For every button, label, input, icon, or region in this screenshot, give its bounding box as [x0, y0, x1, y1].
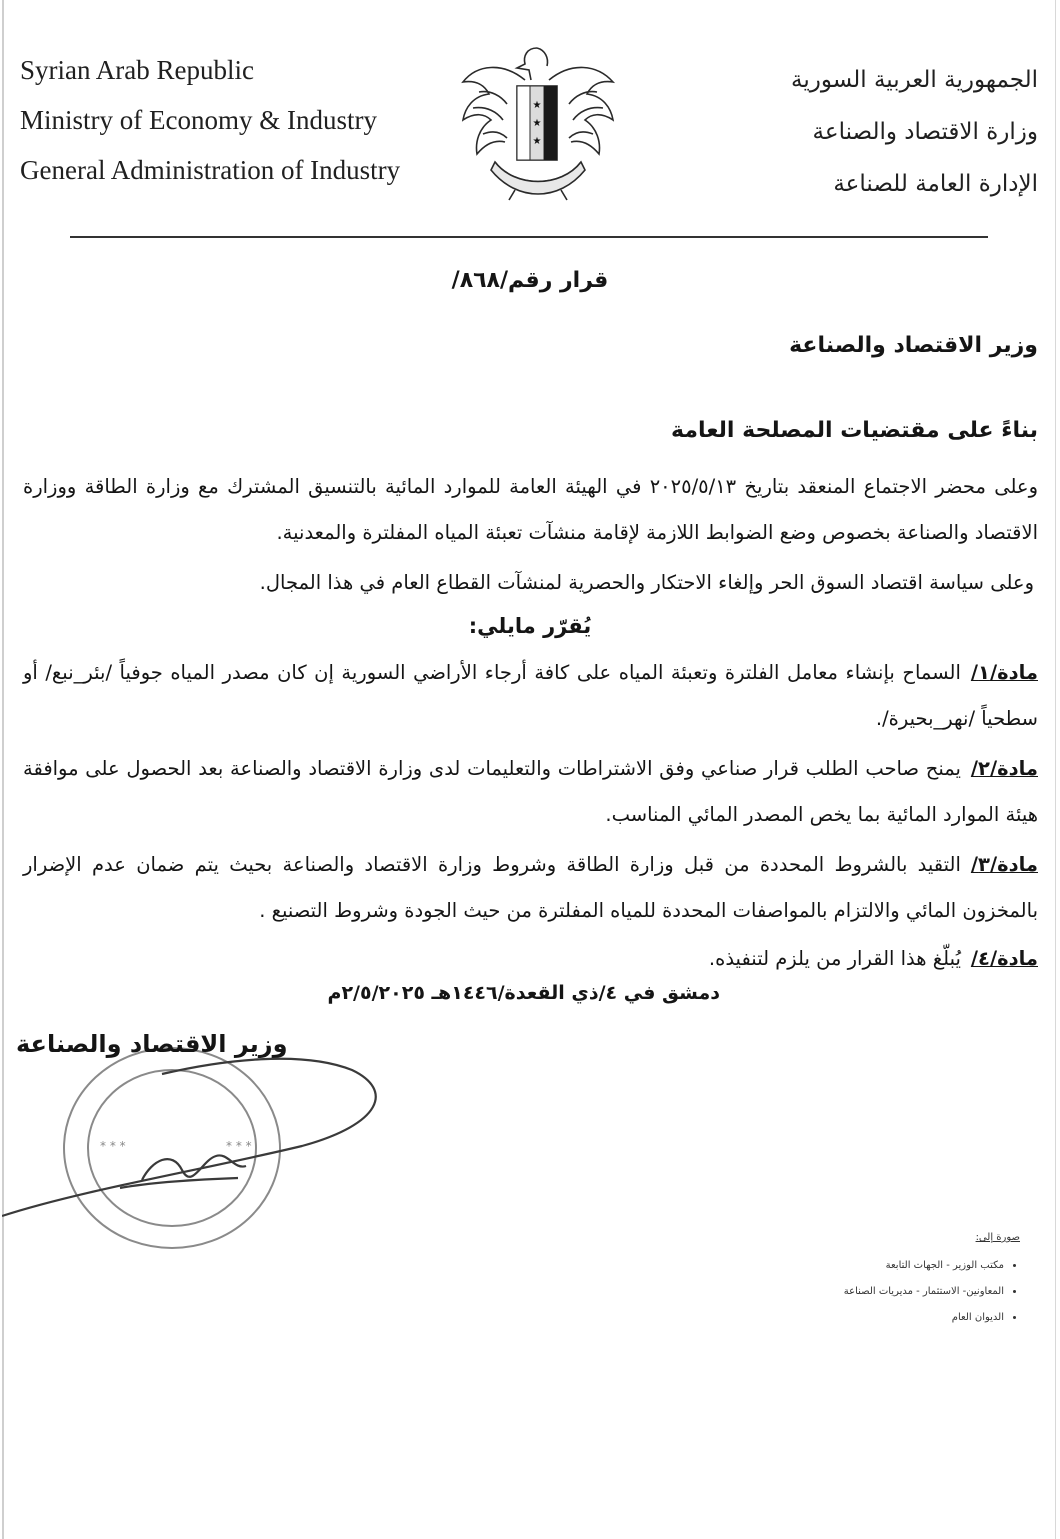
- signatory-title: وزير الاقتصاد والصناعة: [16, 1030, 288, 1058]
- list-item: • المعاونين- الاستثمار - مديريات الصناعة: [780, 1283, 1004, 1309]
- eagle-emblem-icon: [455, 42, 620, 202]
- article-text: يمنح صاحب الطلب قرار صناعي وفق الاشتراطات والتعليمات لدى وزارة الاقتصاد والصناعة بعد الحصول على موافقة هيئة الموارد المائية بما يخص المصدر المائي المناسب.: [23, 757, 1038, 826]
- preamble-paragraph: وعلى سياسة اقتصاد السوق الحر وإلغاء الاحتكار والحصرية لمنشآت القطاع العام في هذا المجال.: [259, 571, 1034, 594]
- svg-text:★: ★: [532, 136, 542, 147]
- english-administration-line: General Administration of Industry: [20, 155, 401, 185]
- article-text: يُبلّغ هذا القرار من يلزم لتنفيذه.: [708, 947, 961, 970]
- article-label: مادة/٤/: [970, 947, 1038, 970]
- arabic-administration-line: الإدارة العامة للصناعة: [833, 171, 1038, 197]
- arabic-letterhead: [708, 62, 1038, 218]
- issue-date: دمشق في ٤/ذي القعدة/١٤٤٦هـ ٢/٥/٢٠٢٥م: [327, 982, 720, 1004]
- article-label: مادة/٢/: [970, 757, 1038, 780]
- article-label: مادة/١/: [970, 661, 1038, 684]
- copy-to-title: صورة إلى:: [975, 1232, 1020, 1243]
- page-edge: [1055, 0, 1056, 1539]
- page-edge: [2, 0, 4, 1539]
- preamble-heading: بناءً على مقتضيات المصلحة العامة: [671, 418, 1038, 443]
- article-3: [23, 842, 1038, 934]
- english-country-line: Syrian Arab Republic: [20, 55, 254, 85]
- list-item: • مكتب الوزير - الجهات التابعة: [780, 1257, 1004, 1283]
- english-letterhead: [20, 50, 450, 200]
- article-2: [23, 746, 1038, 838]
- arabic-ministry-line: وزارة الاقتصاد والصناعة: [812, 119, 1038, 145]
- minister-title: وزير الاقتصاد والصناعة: [789, 333, 1038, 358]
- svg-text:★: ★: [532, 118, 542, 129]
- svg-text:★: ★: [532, 100, 542, 111]
- article-text: السماح بإنشاء معامل الفلترة وتعبئة المياه على كافة أرجاء الأراضي السورية إن كان مصدر المياه جوفياً /بئر_نبع/ أو سطحياً /نهر_بحيرة/.: [23, 661, 1038, 730]
- article-4: [23, 936, 1038, 982]
- article-1: [23, 650, 1038, 742]
- arabic-country-line: الجمهورية العربية السورية: [791, 67, 1038, 93]
- list-item: • الديوان العام: [780, 1309, 1004, 1335]
- header-divider: [70, 236, 988, 238]
- decision-number: قرار رقم/٨٦٨/: [451, 268, 609, 293]
- decides-heading: يُقرّر مايلي:: [468, 614, 592, 638]
- article-text: التقيد بالشروط المحددة من قبل وزارة الطاقة وشروط وزارة الاقتصاد والصناعة بحيث يتم ضمان عدم الإضرار بالمخزون المائي والالتزام بالمواصفات المحددة للمياه المفلترة من حيث الجودة وشروط التصنيع .: [23, 853, 1038, 922]
- copy-to-list: [780, 1232, 1020, 1335]
- preamble-paragraph: وعلى محضر الاجتماع المنعقد بتاريخ ٢٠٢٥/٥/١٣ في الهيئة العامة للموارد المائية بالتنسيق المشترك مع وزارة الطاقة ووزارة الاقتصاد والصناعة بخصوص وضع الضوابط اللازمة لإقامة منشآت تعبئة المياه المفلترة والمعدنية.: [23, 475, 1038, 544]
- svg-text:* * *: * * *: [100, 1139, 126, 1153]
- english-ministry-line: Ministry of Economy & Industry: [20, 105, 377, 135]
- article-label: مادة/٣/: [970, 853, 1038, 876]
- svg-text:* * *: * * *: [226, 1139, 252, 1153]
